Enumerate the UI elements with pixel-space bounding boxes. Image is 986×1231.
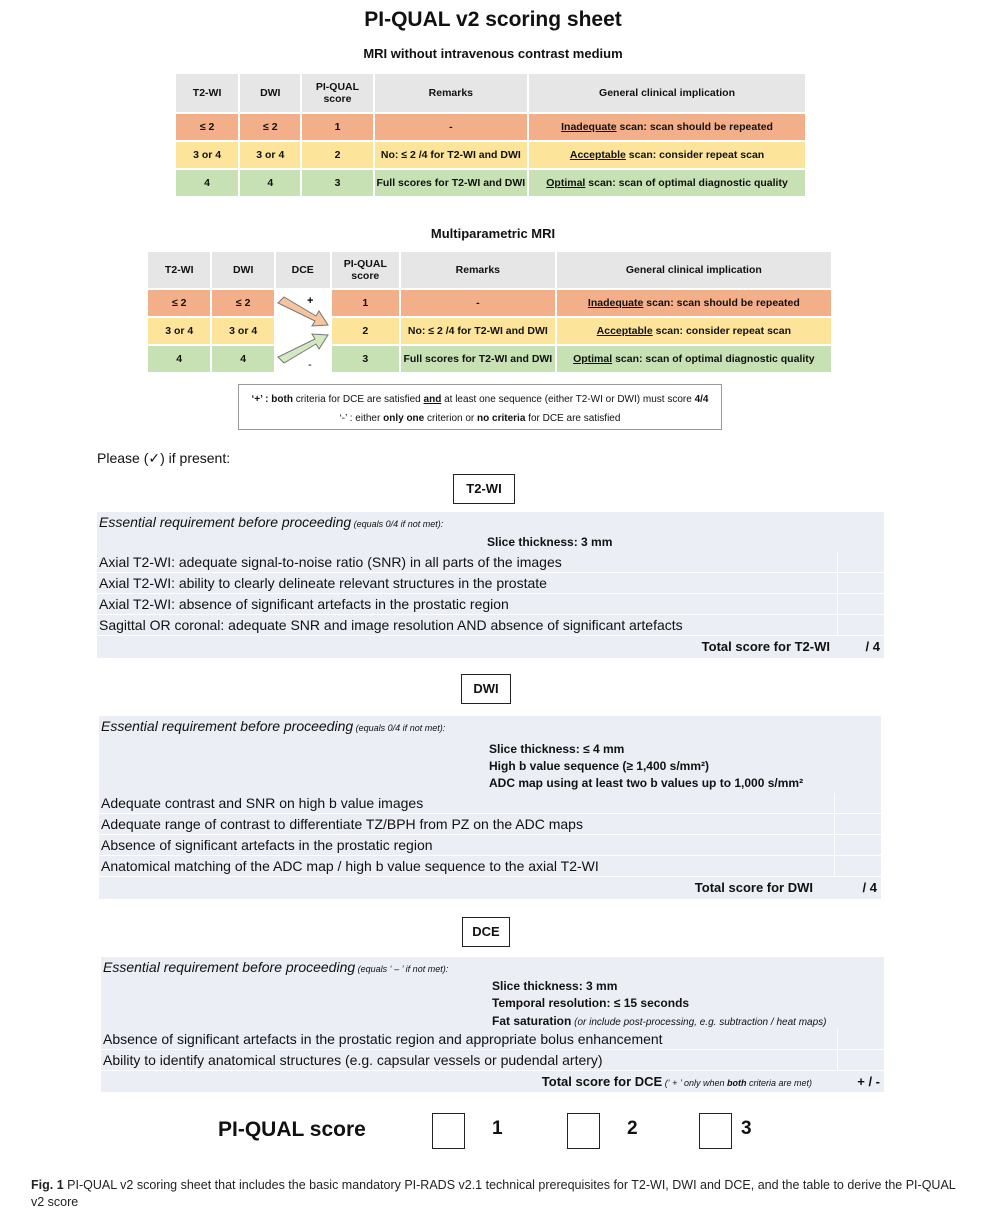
cell-score: 3	[302, 170, 372, 196]
cell-remarks: Full scores for T2-WI and DWI	[401, 346, 555, 372]
col-header-implication: General clinical implication	[557, 252, 831, 288]
cell-implication: Optimal scan: scan of optimal diagnostic quality	[557, 346, 831, 372]
cell-score: 1	[332, 290, 400, 316]
list-item[interactable]: Sagittal OR coronal: adequate SNR and image resolution AND absence of significant artefacts	[97, 615, 884, 636]
cell-implication: Acceptable scan: consider repeat scan	[529, 142, 805, 168]
cell-implication: Acceptable scan: consider repeat scan	[557, 318, 831, 344]
cell-dwi: 4	[240, 170, 300, 196]
col-header-remarks: Remarks	[401, 252, 555, 288]
page-title: PI-QUAL v2 scoring sheet	[364, 8, 622, 31]
cell-dwi: ≤ 2	[212, 290, 273, 316]
t2wi-req-title: Essential requirement before proceeding (equals 0/4 if not met):	[99, 514, 444, 530]
dce-checklist	[101, 957, 884, 1092]
dce-req-line: Temporal resolution: ≤ 15 seconds	[492, 996, 690, 1010]
dwi-checklist	[99, 716, 881, 899]
list-item[interactable]: Anatomical matching of the ADC map / high b value sequence to the axial T2-WI	[99, 856, 881, 877]
cell-dwi: 3 or 4	[212, 318, 273, 344]
dwi-req-line: High b value sequence (≥ 1,400 s/mm²)	[489, 759, 709, 773]
cell-t2wi: 3 or 4	[148, 318, 210, 344]
cell-remarks: -	[375, 114, 527, 140]
list-item[interactable]: Absence of significant artefacts in the prostatic region	[99, 835, 881, 856]
table-row	[148, 318, 831, 344]
score-option-1: 1	[492, 1118, 503, 1139]
dwi-req-line: ADC map using at least two b values up to 1,000 s/mm²	[489, 776, 804, 790]
table2-heading: Multiparametric MRI	[430, 226, 556, 241]
list-item[interactable]: Axial T2-WI: absence of significant artefacts in the prostatic region	[97, 594, 884, 615]
score-checkbox-2[interactable]	[567, 1113, 600, 1149]
list-item[interactable]: Absence of significant artefacts in the prostatic region and appropriate bolus enhancement	[101, 1029, 884, 1050]
col-header-dce: DCE	[276, 252, 330, 288]
table-multiparametric-mri	[146, 250, 833, 374]
list-item[interactable]: Axial T2-WI: ability to clearly delineate relevant structures in the prostate	[97, 573, 884, 594]
cell-t2wi: 3 or 4	[176, 142, 238, 168]
checkbox-cell[interactable]	[837, 573, 884, 593]
dce-total-score: Total score for DCE (‘ + ’ only when both criteria are met) + / -	[541, 1074, 880, 1089]
cell-dwi: 3 or 4	[240, 142, 300, 168]
checkbox-cell[interactable]	[837, 594, 884, 614]
cell-score: 2	[332, 318, 400, 344]
table-row	[176, 114, 805, 140]
cell-implication: Inadequate scan: scan should be repeated	[557, 290, 831, 316]
cell-remarks: No: ≤ 2 /4 for T2-WI and DWI	[401, 318, 555, 344]
checkbox-cell[interactable]	[834, 793, 881, 813]
col-header-dwi: DWI	[240, 74, 300, 112]
score-checkbox-3[interactable]	[699, 1113, 732, 1149]
section-tag-dwi: DWI	[461, 674, 511, 704]
dce-req-line-fat: Fat saturation (or include post-processing, e.g. subtraction / heat maps)	[492, 1014, 827, 1028]
t2wi-total-score: Total score for T2-WI / 4	[701, 639, 880, 654]
piqual-score-label: PI-QUAL score	[218, 1118, 366, 1141]
table-row	[148, 346, 831, 372]
cell-remarks: -	[401, 290, 555, 316]
cell-remarks: No: ≤ 2 /4 for T2-WI and DWI	[375, 142, 527, 168]
cell-t2wi: 4	[148, 346, 210, 372]
checkbox-cell[interactable]	[834, 856, 881, 876]
col-header-implication: General clinical implication	[529, 74, 805, 112]
dce-legend-box	[238, 384, 722, 430]
section-tag-t2wi: T2-WI	[453, 474, 515, 504]
list-item[interactable]: Ability to identify anatomical structures (e.g. capsular vessels or pudendal artery)	[101, 1050, 884, 1071]
checkbox-cell[interactable]	[834, 835, 881, 855]
dce-req-title: Essential requirement before proceeding (equals ‘ – ’ if not met):	[103, 959, 449, 975]
table-row	[148, 290, 831, 316]
cell-score: 3	[332, 346, 400, 372]
table1-heading: MRI without intravenous contrast medium	[363, 46, 623, 61]
dwi-req-line: Slice thickness: ≤ 4 mm	[489, 742, 625, 756]
list-item[interactable]: Adequate range of contrast to differentiate TZ/BPH from PZ on the ADC maps	[99, 814, 881, 835]
cell-implication: Optimal scan: scan of optimal diagnostic quality	[529, 170, 805, 196]
cell-remarks: Full scores for T2-WI and DWI	[375, 170, 527, 196]
cell-t2wi: 4	[176, 170, 238, 196]
col-header-piqual-score: PI-QUAL score	[332, 252, 400, 288]
t2wi-checklist	[97, 512, 884, 658]
checkbox-cell[interactable]	[837, 552, 884, 572]
cell-dwi: ≤ 2	[240, 114, 300, 140]
col-header-dwi: DWI	[212, 252, 273, 288]
list-item[interactable]: Axial T2-WI: adequate signal-to-noise ratio (SNR) in all parts of the images	[97, 552, 884, 573]
dce-minus-label: -	[308, 359, 312, 370]
checkbox-cell[interactable]	[837, 1029, 884, 1049]
checkbox-cell[interactable]	[834, 814, 881, 834]
checkbox-cell[interactable]	[837, 615, 884, 635]
figure-caption: Fig. 1 PI-QUAL v2 scoring sheet that includes the basic mandatory PI-RADS v2.1 technical prerequisites for T2-WI, DWI and DCE, and the table to derive the PI-QUAL v2 score	[31, 1178, 956, 1209]
dce-arrows-icon	[274, 290, 334, 370]
cell-implication: Inadequate scan: scan should be repeated	[529, 114, 805, 140]
dce-plus-label: +	[307, 295, 314, 307]
col-header-remarks: Remarks	[375, 74, 527, 112]
col-header-t2wi: T2-WI	[176, 74, 238, 112]
cell-score: 1	[302, 114, 372, 140]
section-tag-dce: DCE	[462, 917, 510, 947]
legend-minus-line: ‘-’ : either only one criterion or no criteria for DCE are satisfied	[339, 413, 621, 424]
col-header-t2wi: T2-WI	[148, 252, 210, 288]
cell-t2wi: ≤ 2	[176, 114, 238, 140]
score-checkbox-1[interactable]	[432, 1113, 465, 1149]
list-item[interactable]: Adequate contrast and SNR on high b value images	[99, 793, 881, 814]
dce-req-line: Slice thickness: 3 mm	[492, 979, 618, 993]
col-header-piqual-score: PI-QUAL score	[302, 74, 372, 112]
t2wi-req-line: Slice thickness: 3 mm	[487, 535, 613, 549]
legend-plus-line: ‘+’ : both criteria for DCE are satisfied and at least one sequence (either T2-WI or DWI) must score 4/4	[251, 394, 709, 405]
dwi-req-title: Essential requirement before proceeding (equals 0/4 if not met):	[101, 718, 446, 734]
score-option-3: 3	[741, 1118, 752, 1139]
checkbox-cell[interactable]	[837, 1050, 884, 1070]
please-check-instruction: Please (✓) if present:	[97, 450, 231, 466]
dwi-total-score: Total score for DWI / 4	[694, 880, 877, 895]
cell-dwi: 4	[212, 346, 273, 372]
table-row	[176, 142, 805, 168]
cell-t2wi: ≤ 2	[148, 290, 210, 316]
score-option-2: 2	[627, 1118, 638, 1139]
table-mri-without-contrast	[174, 72, 807, 198]
table-row	[176, 170, 805, 196]
cell-score: 2	[302, 142, 372, 168]
